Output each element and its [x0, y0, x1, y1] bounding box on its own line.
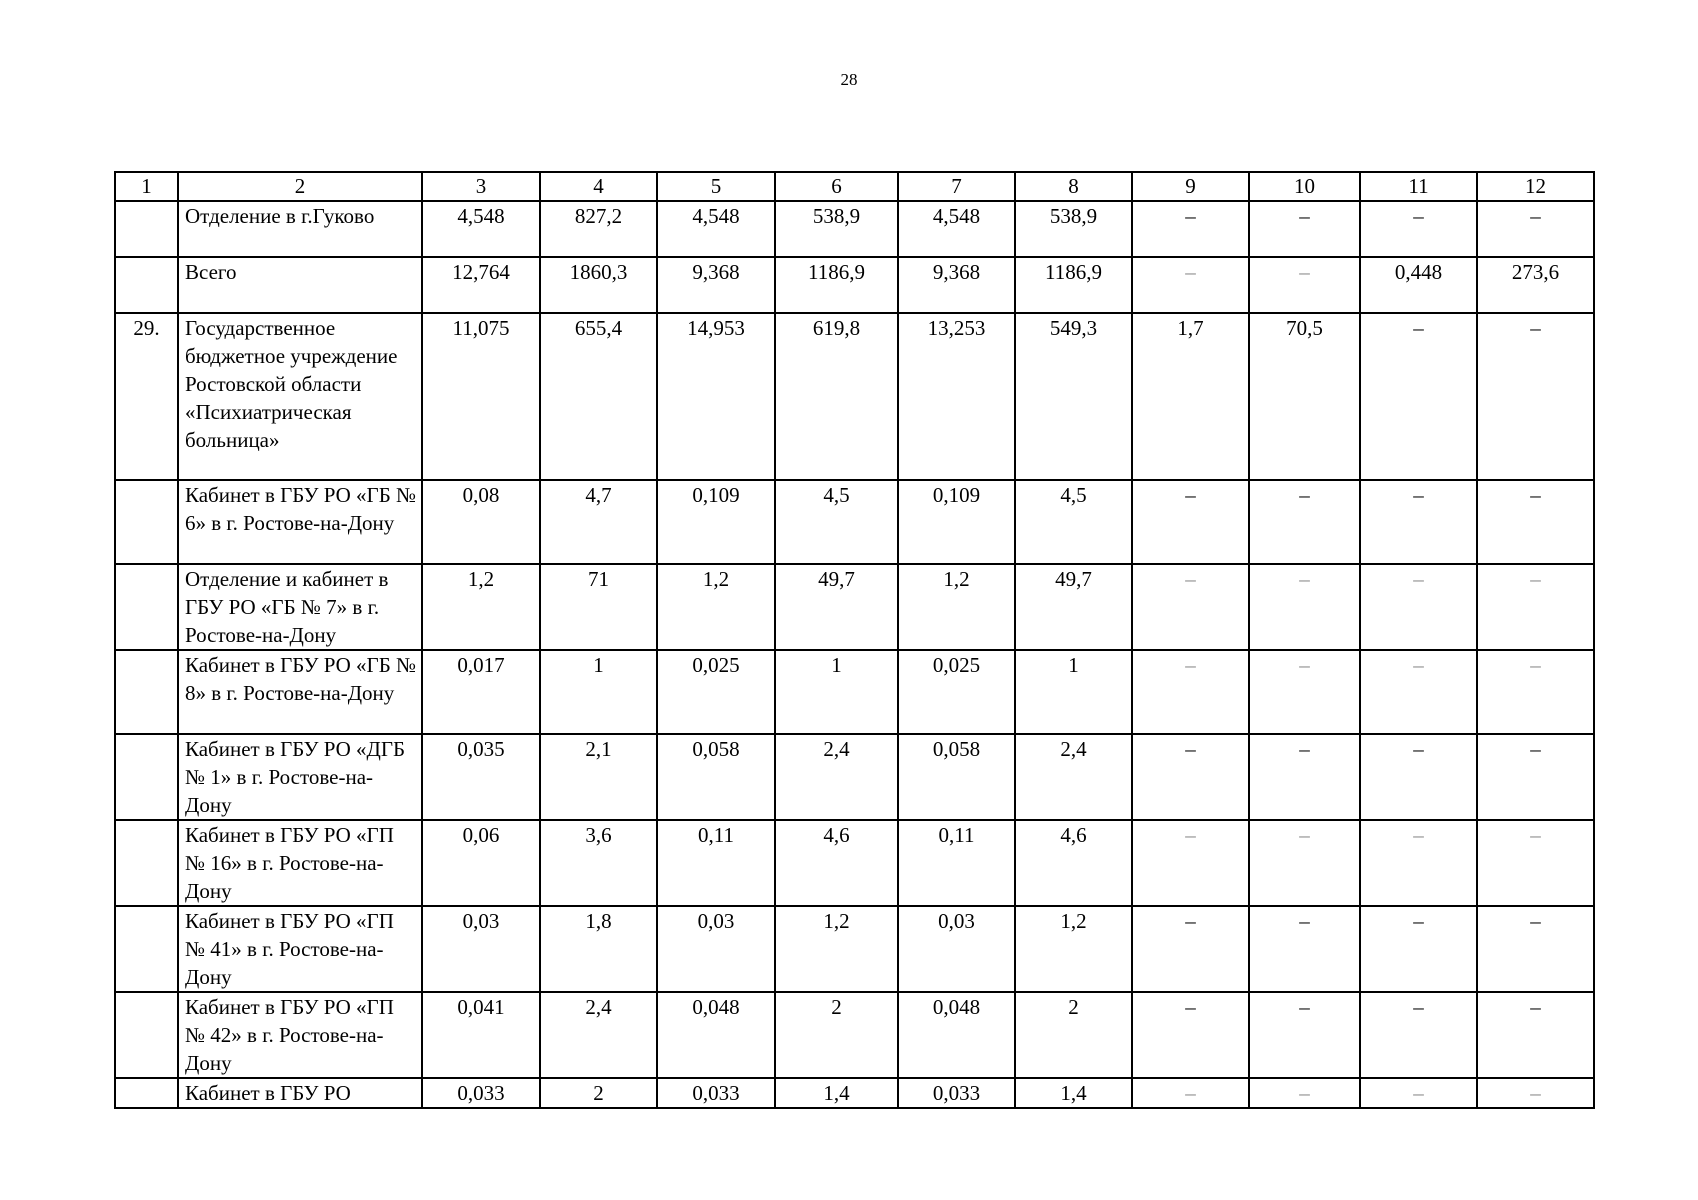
row-name: Кабинет в ГБУ РО «ГП № 41» в г. Ростове-на-Дону [178, 906, 422, 992]
value-cell: – [1477, 906, 1594, 992]
column-header: 12 [1477, 172, 1594, 201]
row-number: 29. [115, 313, 178, 480]
row-number [115, 906, 178, 992]
value-cell: 1,2 [775, 906, 898, 992]
table-row [115, 257, 1594, 313]
value-cell: 0,11 [657, 820, 775, 906]
value-cell: – [1360, 992, 1477, 1078]
value-cell: – [1249, 1078, 1360, 1108]
value-cell: – [1132, 992, 1249, 1078]
value-cell: 0,033 [898, 1078, 1015, 1108]
value-cell: – [1477, 1078, 1594, 1108]
value-cell: 0,033 [657, 1078, 775, 1108]
table-row [115, 906, 1594, 992]
value-cell: – [1360, 734, 1477, 820]
value-cell: 0,025 [657, 650, 775, 734]
page-number: 28 [840, 70, 858, 89]
value-cell: – [1477, 480, 1594, 564]
table-row [115, 480, 1594, 564]
column-header: 9 [1132, 172, 1249, 201]
value-cell: 273,6 [1477, 257, 1594, 313]
value-cell: – [1360, 480, 1477, 564]
value-cell: 49,7 [1015, 564, 1132, 650]
value-cell: 549,3 [1015, 313, 1132, 480]
value-cell: 71 [540, 564, 657, 650]
value-cell: – [1132, 1078, 1249, 1108]
column-header: 2 [178, 172, 422, 201]
value-cell: – [1477, 992, 1594, 1078]
value-cell: 619,8 [775, 313, 898, 480]
value-cell: 9,368 [657, 257, 775, 313]
value-cell: 1,2 [898, 564, 1015, 650]
value-cell: – [1132, 564, 1249, 650]
value-cell: 4,6 [775, 820, 898, 906]
row-number [115, 992, 178, 1078]
value-cell: 1186,9 [775, 257, 898, 313]
column-header: 5 [657, 172, 775, 201]
value-cell: – [1360, 906, 1477, 992]
value-cell: 1,2 [657, 564, 775, 650]
value-cell: 0,048 [657, 992, 775, 1078]
row-name: Кабинет в ГБУ РО «ГБ № 6» в г. Ростове-на-Дону [178, 480, 422, 564]
value-cell: – [1132, 820, 1249, 906]
value-cell: – [1249, 257, 1360, 313]
value-cell: – [1249, 992, 1360, 1078]
value-cell: 2 [1015, 992, 1132, 1078]
value-cell: 1,4 [1015, 1078, 1132, 1108]
value-cell: 2,4 [1015, 734, 1132, 820]
value-cell: 70,5 [1249, 313, 1360, 480]
value-cell: 0,058 [657, 734, 775, 820]
value-cell: 4,6 [1015, 820, 1132, 906]
column-header: 7 [898, 172, 1015, 201]
value-cell: 1186,9 [1015, 257, 1132, 313]
value-cell: – [1249, 564, 1360, 650]
value-cell: 4,548 [657, 201, 775, 257]
value-cell: 2 [540, 1078, 657, 1108]
value-cell: – [1477, 650, 1594, 734]
value-cell: 827,2 [540, 201, 657, 257]
row-number [115, 257, 178, 313]
value-cell: 2,1 [540, 734, 657, 820]
value-cell: – [1132, 650, 1249, 734]
column-header: 11 [1360, 172, 1477, 201]
value-cell: – [1360, 1078, 1477, 1108]
value-cell: – [1132, 257, 1249, 313]
value-cell: 2 [775, 992, 898, 1078]
table-row [115, 734, 1594, 820]
value-cell: 9,368 [898, 257, 1015, 313]
table-row [115, 650, 1594, 734]
value-cell: 49,7 [775, 564, 898, 650]
value-cell: – [1132, 480, 1249, 564]
value-cell: 14,953 [657, 313, 775, 480]
value-cell: 2,4 [540, 992, 657, 1078]
value-cell: 1,7 [1132, 313, 1249, 480]
value-cell: – [1477, 201, 1594, 257]
value-cell: 4,5 [775, 480, 898, 564]
value-cell: 1,2 [1015, 906, 1132, 992]
value-cell: 1 [775, 650, 898, 734]
value-cell: – [1477, 564, 1594, 650]
data-table [114, 171, 1595, 1109]
table-row [115, 201, 1594, 257]
value-cell: 1860,3 [540, 257, 657, 313]
value-cell: 0,448 [1360, 257, 1477, 313]
value-cell: 3,6 [540, 820, 657, 906]
value-cell: 1 [1015, 650, 1132, 734]
table-row [115, 1078, 1594, 1108]
value-cell: 0,03 [657, 906, 775, 992]
row-name: Отделение в г.Гуково [178, 201, 422, 257]
row-number [115, 650, 178, 734]
value-cell: – [1132, 906, 1249, 992]
value-cell: – [1477, 734, 1594, 820]
row-name: Кабинет в ГБУ РО [178, 1078, 422, 1108]
column-header: 3 [422, 172, 540, 201]
value-cell: 0,03 [422, 906, 540, 992]
value-cell: – [1249, 906, 1360, 992]
value-cell: – [1249, 734, 1360, 820]
value-cell: – [1249, 201, 1360, 257]
value-cell: – [1360, 564, 1477, 650]
value-cell: – [1360, 650, 1477, 734]
value-cell: 1,2 [422, 564, 540, 650]
value-cell: 0,08 [422, 480, 540, 564]
row-number [115, 564, 178, 650]
column-header: 4 [540, 172, 657, 201]
table-row [115, 564, 1594, 650]
row-number [115, 480, 178, 564]
column-header: 8 [1015, 172, 1132, 201]
value-cell: 0,035 [422, 734, 540, 820]
table-body [115, 172, 1594, 1108]
column-header: 10 [1249, 172, 1360, 201]
header-row [115, 172, 1594, 201]
value-cell: 0,109 [898, 480, 1015, 564]
row-name: Кабинет в ГБУ РО «ГП № 16» в г. Ростове-на-Дону [178, 820, 422, 906]
row-name: Государственное бюджетное учреждение Ростовской области «Психиатрическая больница» [178, 313, 422, 480]
row-name: Кабинет в ГБУ РО «ГП № 42» в г. Ростове-на-Дону [178, 992, 422, 1078]
value-cell: 0,025 [898, 650, 1015, 734]
value-cell: 1,8 [540, 906, 657, 992]
value-cell: 1,4 [775, 1078, 898, 1108]
value-cell: 655,4 [540, 313, 657, 480]
value-cell: 2,4 [775, 734, 898, 820]
value-cell: 0,06 [422, 820, 540, 906]
value-cell: – [1360, 820, 1477, 906]
row-name: Всего [178, 257, 422, 313]
value-cell: 4,548 [898, 201, 1015, 257]
value-cell: 1 [540, 650, 657, 734]
row-number [115, 1078, 178, 1108]
row-name: Кабинет в ГБУ РО «ДГБ № 1» в г. Ростове-на-Дону [178, 734, 422, 820]
value-cell: – [1360, 201, 1477, 257]
row-number [115, 734, 178, 820]
table-row [115, 820, 1594, 906]
value-cell: 0,048 [898, 992, 1015, 1078]
column-header: 6 [775, 172, 898, 201]
value-cell: – [1249, 650, 1360, 734]
value-cell: 4,5 [1015, 480, 1132, 564]
row-name: Кабинет в ГБУ РО «ГБ № 8» в г. Ростове-на-Дону [178, 650, 422, 734]
value-cell: 12,764 [422, 257, 540, 313]
row-number [115, 820, 178, 906]
value-cell: 13,253 [898, 313, 1015, 480]
row-name: Отделение и кабинет в ГБУ РО «ГБ № 7» в г. Ростове-на-Дону [178, 564, 422, 650]
row-number [115, 201, 178, 257]
value-cell: 4,548 [422, 201, 540, 257]
value-cell: – [1249, 480, 1360, 564]
value-cell: – [1360, 313, 1477, 480]
table-row [115, 992, 1594, 1078]
value-cell: – [1249, 820, 1360, 906]
value-cell: 0,109 [657, 480, 775, 564]
value-cell: 4,7 [540, 480, 657, 564]
value-cell: – [1477, 313, 1594, 480]
value-cell: 0,017 [422, 650, 540, 734]
value-cell: 11,075 [422, 313, 540, 480]
value-cell: 0,058 [898, 734, 1015, 820]
value-cell: 0,033 [422, 1078, 540, 1108]
value-cell: 538,9 [775, 201, 898, 257]
value-cell: – [1132, 201, 1249, 257]
value-cell: 538,9 [1015, 201, 1132, 257]
value-cell: – [1477, 820, 1594, 906]
value-cell: – [1132, 734, 1249, 820]
table-row [115, 313, 1594, 480]
value-cell: 0,041 [422, 992, 540, 1078]
value-cell: 0,03 [898, 906, 1015, 992]
value-cell: 0,11 [898, 820, 1015, 906]
column-header: 1 [115, 172, 178, 201]
